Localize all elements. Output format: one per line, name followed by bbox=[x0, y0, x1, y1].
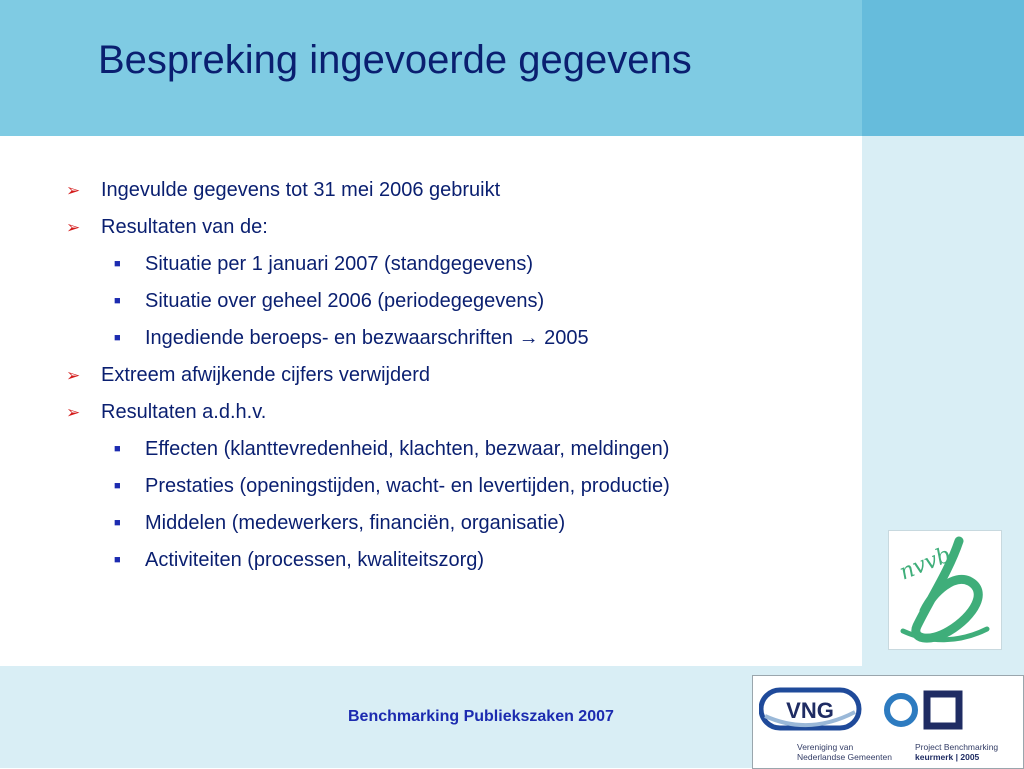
header-band-accent bbox=[862, 0, 1024, 136]
square-bullet-icon: ■ bbox=[114, 480, 121, 492]
square-bullet-icon: ■ bbox=[114, 554, 121, 566]
sub-bullet-item bbox=[114, 437, 669, 461]
sub-bullet-item bbox=[114, 474, 670, 498]
bullet-item bbox=[66, 400, 266, 425]
bullet-text: Ingevulde gegevens tot 31 mei 2006 gebruikt bbox=[101, 179, 501, 201]
project-caption-line1: Project Benchmarking bbox=[915, 742, 999, 752]
bullet-item bbox=[66, 363, 430, 388]
project-caption bbox=[915, 742, 998, 762]
arrow-bullet-icon: ➢ bbox=[66, 403, 81, 422]
sub-bullet-item bbox=[114, 289, 544, 313]
project-benchmarking-logo-icon bbox=[881, 688, 971, 736]
vng-caption bbox=[797, 742, 892, 762]
bullet-text: Resultaten van de: bbox=[101, 216, 268, 238]
bullet-suffix: 2005 bbox=[544, 327, 589, 349]
arrow-bullet-icon: ➢ bbox=[66, 366, 81, 385]
vng-logo-text: VNG bbox=[786, 698, 834, 723]
bullet-text: Resultaten a.d.h.v. bbox=[101, 401, 267, 423]
square-bullet-icon: ■ bbox=[114, 443, 121, 455]
sub-bullet-item bbox=[114, 252, 533, 276]
bullet-text: Situatie per 1 januari 2007 (standgegevens) bbox=[145, 253, 534, 275]
vng-caption-line1: Vereniging van bbox=[797, 742, 854, 752]
square-bullet-icon: ■ bbox=[114, 295, 121, 307]
vng-caption-line2: Nederlandse Gemeenten bbox=[797, 752, 892, 762]
nvvb-logo-text: nvvb bbox=[895, 542, 955, 586]
bullet-text: Prestaties (openingstijden, wacht- en levertijden, productie) bbox=[145, 475, 670, 497]
slide-title: Bespreking ingevoerde gegevens bbox=[98, 38, 692, 82]
bullet-text: Situatie over geheel 2006 (periodegegevens) bbox=[145, 290, 545, 312]
sub-bullet-item bbox=[114, 326, 589, 350]
vng-logo-icon bbox=[759, 684, 869, 736]
arrow-bullet-icon: ➢ bbox=[66, 181, 81, 200]
square-bullet-icon: ■ bbox=[114, 332, 121, 344]
bullet-text: Activiteiten (processen, kwaliteitszorg) bbox=[145, 549, 485, 571]
footer-title: Benchmarking Publiekszaken 2007 bbox=[348, 708, 614, 725]
bullet-text: Middelen (medewerkers, financiën, organisatie) bbox=[145, 512, 566, 534]
bullet-item bbox=[66, 215, 268, 240]
square-bullet-icon: ■ bbox=[114, 517, 121, 529]
sub-bullet-item bbox=[114, 548, 484, 572]
vng-logo-box bbox=[752, 675, 1024, 769]
sub-bullet-item bbox=[114, 511, 565, 535]
nvvb-logo bbox=[888, 530, 1002, 650]
bullet-text: Extreem afwijkende cijfers verwijderd bbox=[101, 364, 431, 386]
nvvb-logo-icon bbox=[889, 531, 1001, 649]
square-bullet-icon: ■ bbox=[114, 258, 121, 270]
bullet-text: Effecten (klanttevredenheid, klachten, bezwaar, meldingen) bbox=[145, 438, 670, 460]
right-arrow-icon: → bbox=[518, 327, 539, 349]
bullet-text: Ingediende beroeps- en bezwaarschriften bbox=[145, 327, 514, 349]
arrow-bullet-icon: ➢ bbox=[66, 218, 81, 237]
bullet-item bbox=[66, 178, 500, 203]
project-caption-line2: keurmerk | 2005 bbox=[915, 752, 980, 762]
